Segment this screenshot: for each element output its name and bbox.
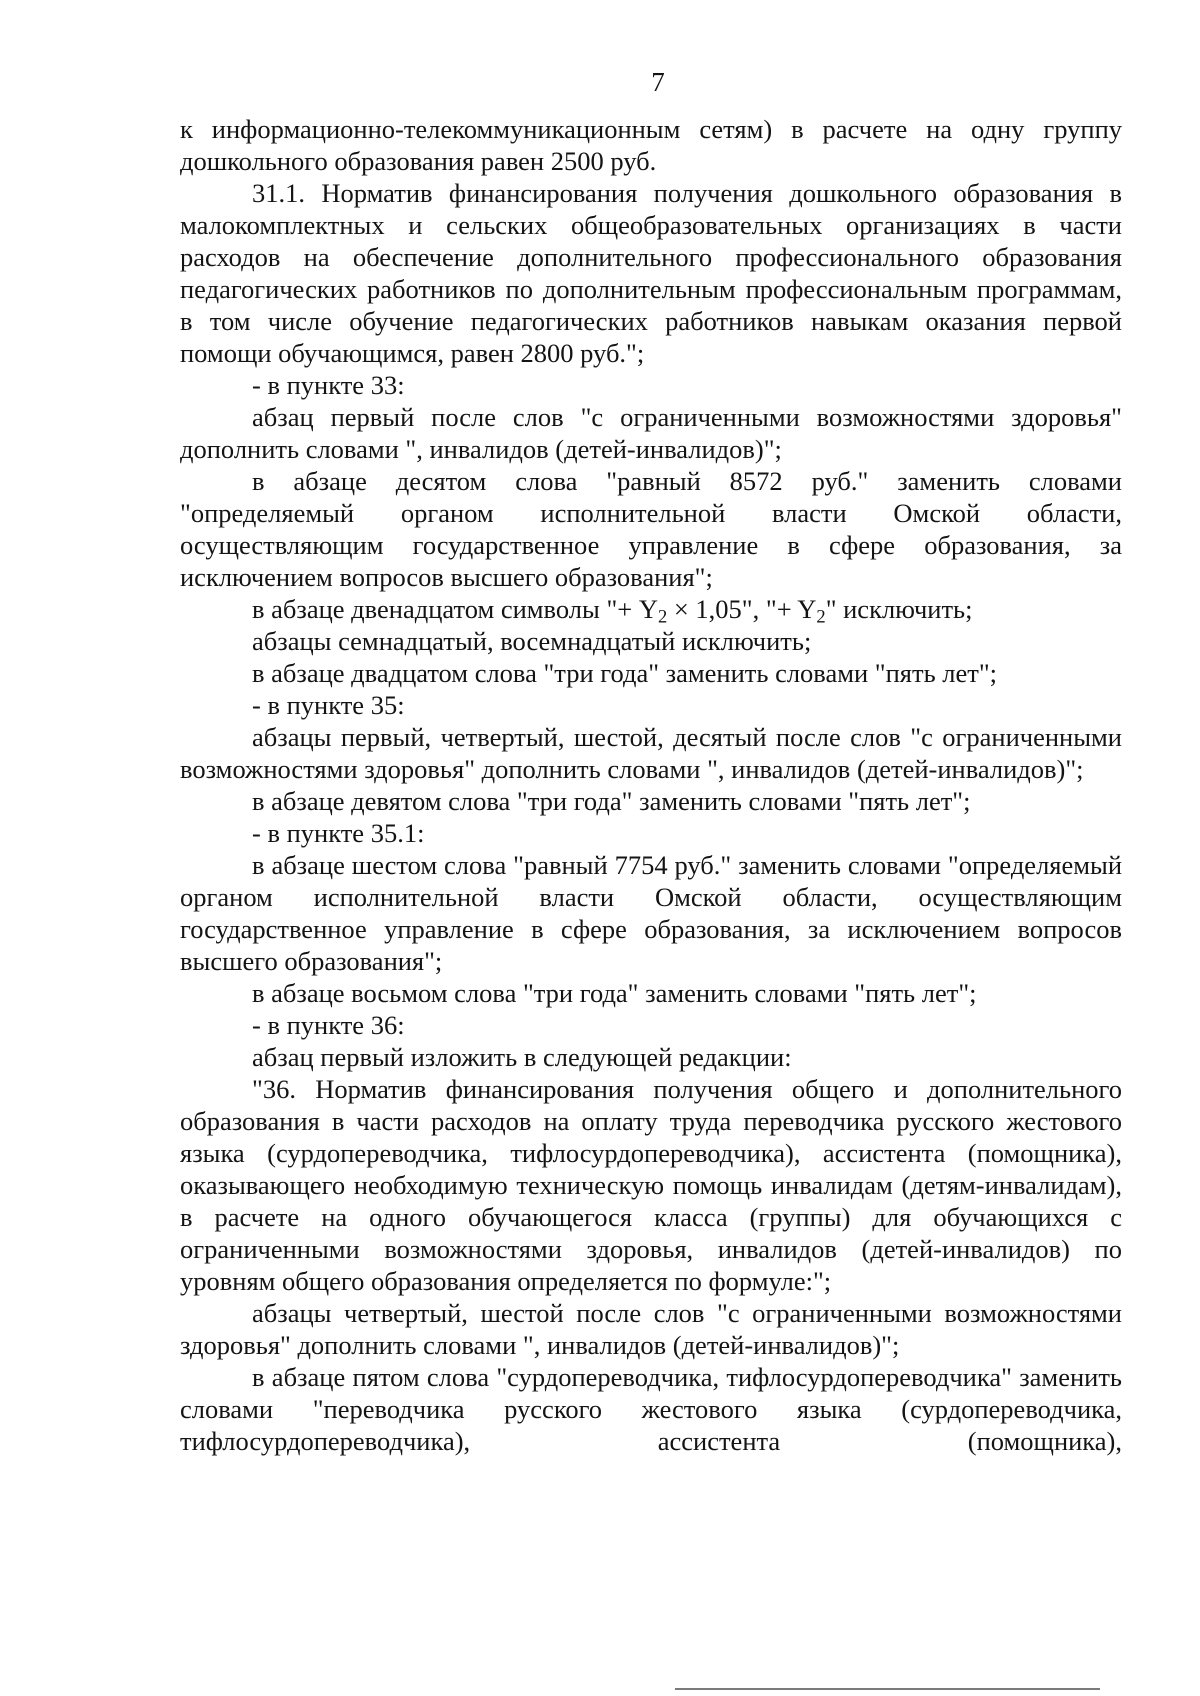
page-number: 7 [651, 67, 665, 97]
paragraph: в абзаце восьмом слова "три года" заменить словами "пять лет"; [252, 978, 977, 1008]
text-fragment: × 1,05", "+ Y [667, 594, 817, 624]
subscript: 2 [657, 606, 668, 628]
paragraph: - в пункте 35.1: [252, 818, 425, 848]
paragraph-with-formula-symbols [180, 593, 1122, 628]
paragraph: абзацы четвертый, шестой после слов "с ограниченными возможностями здоровья" дополнить словами ", инвалидов (детей-инвалидов)"; [180, 1298, 1122, 1360]
paragraph: в абзаце пятом слова "сурдопереводчика, тифлосурдопереводчика" заменить словами "переводчика русского жестового языка (сурдопереводчика, тифлосурдопереводчика), ассистента (помощника), [180, 1362, 1122, 1456]
paragraph: в абзаце десятом слова "равный 8572 руб." заменить словами "определяемый органом исполнительной власти Омской области, осуществляющим государственное управление в сфере образования, за исключением вопросов высшего образования"; [180, 466, 1122, 592]
paragraph: 31.1. Норматив финансирования получения дошкольного образования в малокомплектных и сельских общеобразовательных организациях в части расходов на обеспечение дополнительного профессионального образования педагогических работников по дополнительным профессиональным программам, в том числе обучение педагогических работников навыкам оказания первой помощи обучающимся, равен 2800 руб."; [180, 178, 1122, 368]
paragraph: "36. Норматив финансирования получения общего и дополнительного образования в части расходов на оплату труда переводчика русского жестового языка (сурдопереводчика, тифлосурдопереводчика), ассистента (помощника), оказывающего необходимую техническую помощь инвалидам (детям-инвалидам), в расчете на одного обучающегося класса (группы) для обучающихся с ограниченными возможностями здоровья, инвалидов (детей-инвалидов) по уровням общего образования определяется по формуле:"; [180, 1074, 1122, 1296]
paragraph: абзац первый изложить в следующей редакции: [252, 1042, 792, 1072]
paragraph: - в пункте 35: [252, 690, 405, 720]
paragraph: в абзаце шестом слова "равный 7754 руб." заменить словами "определяемый органом исполнительной власти Омской области, осуществляющим государственное управление в сфере образования, за исключением вопросов высшего образования"; [180, 850, 1122, 976]
paragraph: - в пункте 36: [252, 1010, 405, 1040]
paragraph: абзацы семнадцатый, восемнадцатый исключить; [252, 626, 812, 656]
paragraph: к информационно-телекоммуникационным сетям) в расчете на одну группу дошкольного образования равен 2500 руб. [180, 114, 1122, 176]
paragraph: абзац первый после слов "с ограниченными возможностями здоровья" дополнить словами ", инвалидов (детей-инвалидов)"; [180, 402, 1122, 464]
page-bottom-rule [675, 1688, 1100, 1690]
paragraph: в абзаце двадцатом слова "три года" заменить словами "пять лет"; [252, 658, 998, 688]
document-body [180, 113, 1122, 1457]
text-fragment: в абзаце двенадцатом символы "+ Y [252, 594, 658, 624]
paragraph: - в пункте 33: [252, 370, 405, 400]
subscript: 2 [816, 606, 826, 628]
paragraph: в абзаце девятом слова "три года" заменить словами "пять лет"; [252, 786, 971, 816]
text-fragment: " исключить; [825, 594, 973, 624]
paragraph: абзацы первый, четвертый, шестой, десятый после слов "с ограниченными возможностями здоровья" дополнить словами ", инвалидов (детей-инвалидов)"; [180, 722, 1122, 784]
